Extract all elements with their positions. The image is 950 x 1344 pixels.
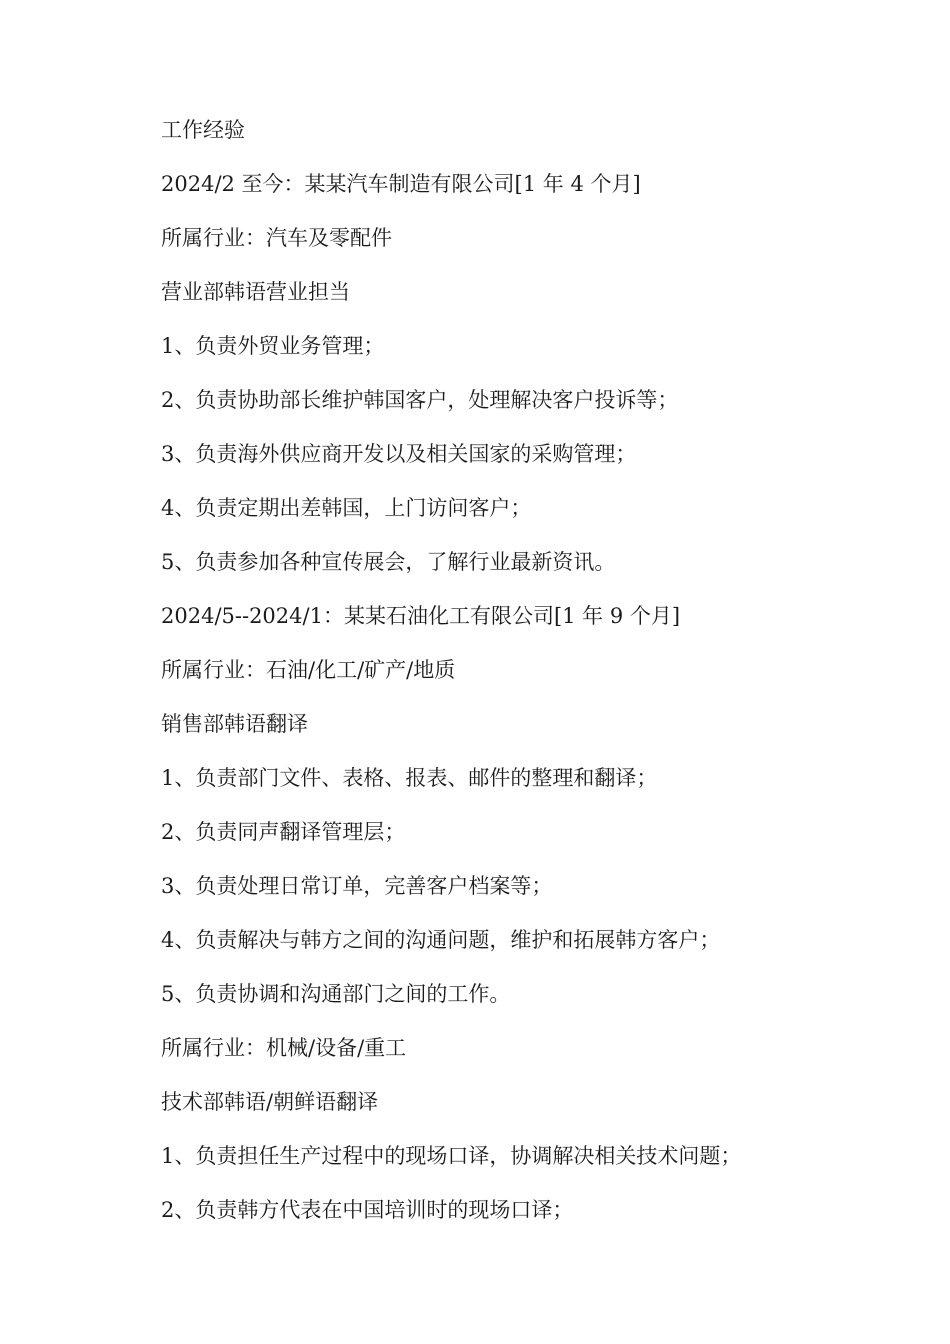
job-duty-item: 3、负责海外供应商开发以及相关国家的采购管理； — [161, 442, 637, 466]
job-duty-item: 1、负责外贸业务管理； — [161, 334, 385, 358]
job-duty-item: 3、负责处理日常订单，完善客户档案等； — [161, 874, 553, 898]
job-position: 技术部韩语/朝鲜语翻译 — [161, 1090, 379, 1114]
job-duty-item: 4、负责定期出差韩国，上门访问客户； — [161, 496, 532, 520]
job-industry: 所属行业：石油/化工/矿产/地质 — [161, 658, 456, 682]
job-duty-item: 5、负责协调和沟通部门之间的工作。 — [161, 982, 511, 1006]
job-duty-item: 2、负责韩方代表在中国培训时的现场口译； — [161, 1198, 574, 1222]
section-heading-work-experience: 工作经验 — [161, 118, 245, 142]
job-duty-item: 2、负责同声翻译管理层； — [161, 820, 406, 844]
job-duty-item: 4、负责解决与韩方之间的沟通问题，维护和拓展韩方客户； — [161, 928, 721, 952]
job-duty-item: 1、负责担任生产过程中的现场口译，协调解决相关技术问题； — [161, 1144, 742, 1168]
job-duty-item: 5、负责参加各种宣传展会，了解行业最新资讯。 — [161, 550, 616, 574]
job-entry-header: 2024/5--2024/1：某某石油化工有限公司[1 年 9 个月] — [161, 604, 681, 628]
job-position: 销售部韩语翻译 — [161, 712, 308, 736]
job-industry: 所属行业：机械/设备/重工 — [161, 1036, 407, 1060]
job-entry-header: 2024/2 至今：某某汽车制造有限公司[1 年 4 个月] — [161, 172, 641, 196]
job-duty-item: 1、负责部门文件、表格、报表、邮件的整理和翻译； — [161, 766, 658, 790]
job-position: 营业部韩语营业担当 — [161, 280, 350, 304]
job-duty-item: 2、负责协助部长维护韩国客户，处理解决客户投诉等； — [161, 388, 679, 412]
job-industry: 所属行业：汽车及零配件 — [161, 226, 392, 250]
